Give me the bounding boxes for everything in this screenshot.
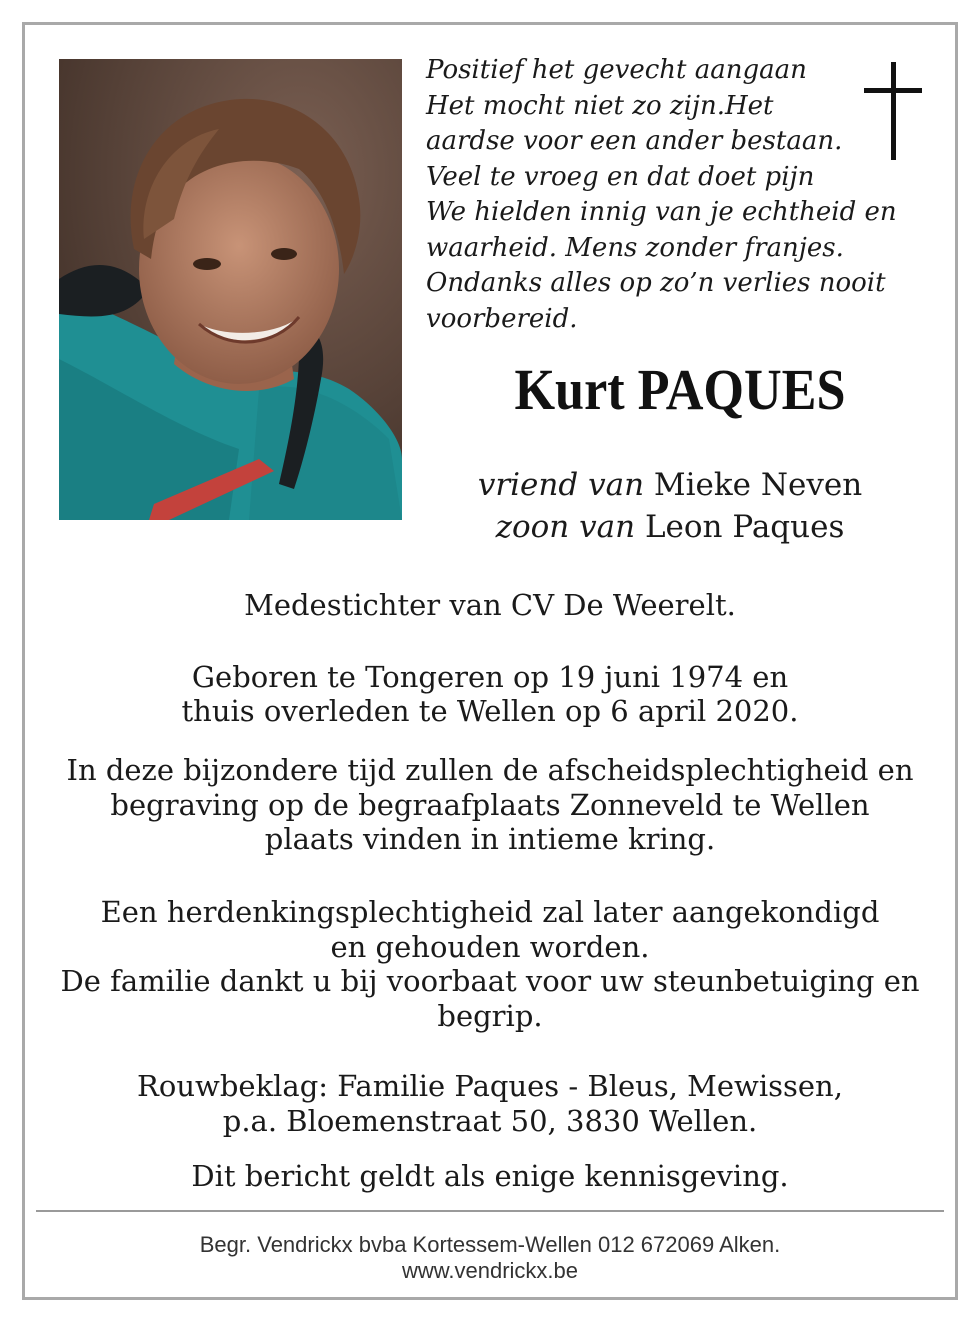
cross-icon bbox=[864, 62, 922, 160]
relation-label: vriend van bbox=[477, 467, 645, 503]
portrait-photo bbox=[59, 59, 402, 520]
memorial-paragraph bbox=[40, 895, 940, 1033]
poem-line: We hielden innig van je echtheid en bbox=[426, 197, 897, 227]
memorial-line: Een herdenkingsplechtigheid zal later aangekondigd bbox=[100, 895, 880, 929]
funeral-line: In deze bijzondere tijd zullen de afscheidsplechtigheid en bbox=[66, 753, 914, 787]
funeral-home-text: Begr. Vendrickx bvba Kortessem-Wellen 012 672069 Alken. bbox=[199, 1232, 781, 1257]
funeral-paragraph bbox=[40, 753, 940, 857]
poem-line: Ondanks alles op zo’n verlies nooit bbox=[426, 268, 886, 298]
poem-line: Positief het gevecht aangaan bbox=[426, 55, 807, 85]
poem-line: aardse voor een ander bestaan. bbox=[426, 126, 843, 156]
condolences-paragraph bbox=[40, 1069, 940, 1138]
funeral-line: begraving op de begraafplaats Zonneveld te Wellen bbox=[110, 787, 870, 822]
notice-text: Dit bericht geldt als enige kennisgeving. bbox=[191, 1159, 789, 1193]
relation-person: Mieke Neven bbox=[653, 467, 863, 503]
funeral-home-website: www.vendrickx.be bbox=[401, 1258, 579, 1283]
founder-text: Medestichter van CV De Weerelt. bbox=[244, 588, 736, 622]
funeral-line: plaats vinden in intieme kring. bbox=[264, 822, 716, 856]
birth-text: Geboren te Tongeren op 19 juni 1974 en bbox=[191, 660, 789, 694]
deceased-name: Kurt PAQUES bbox=[514, 357, 846, 422]
relation-line bbox=[420, 467, 920, 503]
relation-person: Leon Paques bbox=[644, 509, 845, 545]
poem-line: voorbereid. bbox=[426, 303, 578, 334]
memorial-line: en gehouden worden. bbox=[330, 929, 650, 964]
poem-line: waarheid. Mens zonder franjes. bbox=[426, 232, 844, 263]
condolences-line: Rouwbeklag: Familie Paques - Bleus, Mewissen, bbox=[137, 1069, 843, 1103]
footer-divider bbox=[36, 1210, 944, 1212]
memorial-poem bbox=[426, 53, 897, 337]
poem-line: Veel te vroeg en dat doet pijn bbox=[426, 161, 815, 192]
poem-line: Het mocht niet zo zijn.Het bbox=[426, 90, 774, 121]
condolences-line: p.a. Bloemenstraat 50, 3830 Wellen. bbox=[222, 1103, 758, 1138]
relation-label: zoon van bbox=[495, 509, 636, 545]
memorial-line: De familie dankt u bij voorbaat voor uw steunbetuiging en bbox=[60, 964, 920, 998]
death-text: thuis overleden te Wellen op 6 april 2020. bbox=[181, 694, 799, 728]
memorial-line: begrip. bbox=[437, 998, 543, 1033]
relation-line bbox=[420, 509, 920, 545]
